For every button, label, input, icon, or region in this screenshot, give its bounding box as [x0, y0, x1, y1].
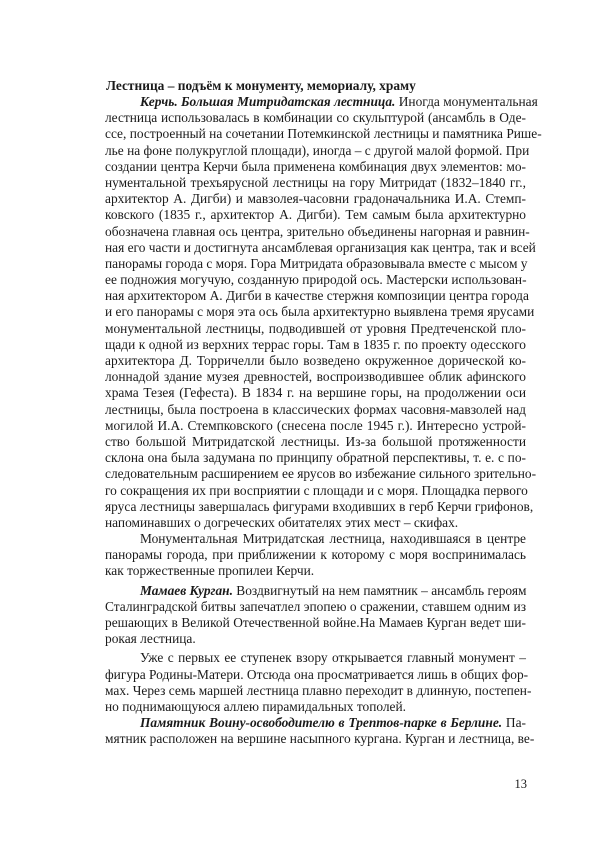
text-line: Уже с первых ее ступенек взору открывается главный монумент – [140, 650, 526, 666]
section-heading: Лестница – подъём к монументу, мемориалу, храму [106, 78, 416, 93]
paragraph-first-line [105, 715, 526, 731]
text-line: монументальной лестницы, подводившей от уровня Предтеченской пло- [105, 320, 526, 336]
text-line: могилой И.А. Стемпковского (снесена после 1945 г.). Интересно устрой- [105, 417, 526, 433]
paragraph-first-line [105, 94, 538, 110]
text-line: ссе, построенный на сочетании Потемкинской лестницы и памятника Рише- [105, 126, 542, 142]
text-line: и его панорамы с моря эта ось была архитектурно выявлена тремя ярусами [105, 304, 535, 320]
text-line: ство большой Митридатской лестницы. Из-за большой протяженности [105, 433, 526, 449]
text-line: создании центра Керчи была применена комбинация двух элементов: мо- [105, 158, 526, 174]
text-line: го сокращения их при восприятии с площади и с моря. Площадка первого [105, 482, 528, 498]
text-line: яруса лестницы завершалась фигурами входивших в герб Керчи грифонов, [105, 498, 534, 514]
text-line: храма Тезея (Гефеста). В 1834 г. на вершине горы, на продолжении оси [105, 385, 526, 401]
text-line: Сталинградской битвы запечатлел эпопею о сражении, ставшем одним из [105, 598, 526, 614]
text-line: архитектор А. Дигби) и мавзолея-часовни градоначальника И.А. Стемп- [105, 191, 526, 207]
paragraph-kerch [105, 94, 542, 531]
text-line: следовательным расширением ее ярусов во избежание сильного зрительно- [105, 466, 537, 482]
paragraph-mithridates-stairs [105, 531, 526, 580]
text-line: мах. Через семь маршей лестница плавно переходит в длинную, постепен- [105, 682, 532, 698]
text-line: решающих в Великой Отечественной войне.На Мамаев Курган ведет ши- [105, 615, 526, 630]
text-line: но поднимающуюся аллею пирамидальных тополей. [105, 698, 407, 714]
text-line: фигура Родины-Матери. Отсюда она просматривается лишь в общих фор- [105, 666, 529, 682]
text-line: архитектора Д. Торричелли было возведено окруженное дорической ко- [105, 353, 526, 368]
text-line: обозначена главная ось центра, зрительно объединены нагорная и равнин- [105, 223, 530, 239]
text-line: панорамы города, при приближении к которому с моря воспринималась [105, 547, 526, 563]
page-content [105, 77, 542, 748]
text-line: ная архитектором А. Дигби в качестве стержня композиции центра города [105, 288, 529, 304]
text-run: Воздвигнутый на нем памятник – ансамбль героям [232, 582, 527, 598]
text-line: ная его части и достигнута ансамблевая организация как центра, так и всей [105, 239, 536, 255]
text-line: щади к одной из верхних террас горы. Там в 1835 г. по проекту одесского [105, 336, 526, 352]
text-line: лье на фоне полукруглой площади), иногда – с другой малой формой. При [105, 142, 530, 158]
text-line: мятник расположен на вершине насыпного кургана. Курган и лестница, ве- [105, 731, 535, 747]
text-line: рокая лестница. [105, 631, 196, 647]
text-line: лоннадой здание музея древностей, воспроизводившее облик афинского [105, 369, 526, 385]
paragraph-mamaev-kurgan [105, 583, 526, 648]
text-run: Па- [502, 715, 526, 731]
page-number: 13 [514, 777, 527, 791]
paragraph-treptow [105, 715, 535, 747]
text-line: напоминавших о догреческих обитателях этих мест – скифах. [105, 514, 459, 530]
text-line: лестница использовалась в комбинации со скульптурой (ансамбль в Оде- [105, 110, 526, 126]
text-line: Монументальная Митридатская лестница, находившаяся в центре [140, 531, 526, 547]
text-line: ковского (1835 г., архитектор А. Дигби). Тем самым была архитектурно [105, 207, 526, 223]
paragraph-motherland [105, 650, 532, 715]
treptow-run-title: Памятник Воину-освободителю в Трептов-парке в Берлине. [140, 715, 503, 731]
mamaev-run-title: Мамаев Курган. [140, 582, 233, 598]
kerch-run-title: Керчь. Большая Митридатская лестница. [140, 94, 396, 109]
text-line: панорамы города с моря. Гора Митридата образовывала вместе с мысом у [105, 255, 528, 271]
text-run: Иногда монументальная [395, 94, 538, 109]
paragraph-first-line [105, 583, 526, 599]
text-line: как торжественные пропилеи Керчи. [105, 563, 315, 579]
text-line: склона она была задумана по принципу обратной перспективы, т. е. с по- [105, 450, 526, 466]
text-line: нументальной трехъярусной лестницы на гору Митридат (1832–1840 гг., [105, 174, 526, 190]
text-line: ее подножия могучую, созданную природой ось. Мастерски использован- [105, 272, 527, 288]
text-line: лестницы, была построена в классических формах часовня-мавзолей над [105, 401, 526, 417]
